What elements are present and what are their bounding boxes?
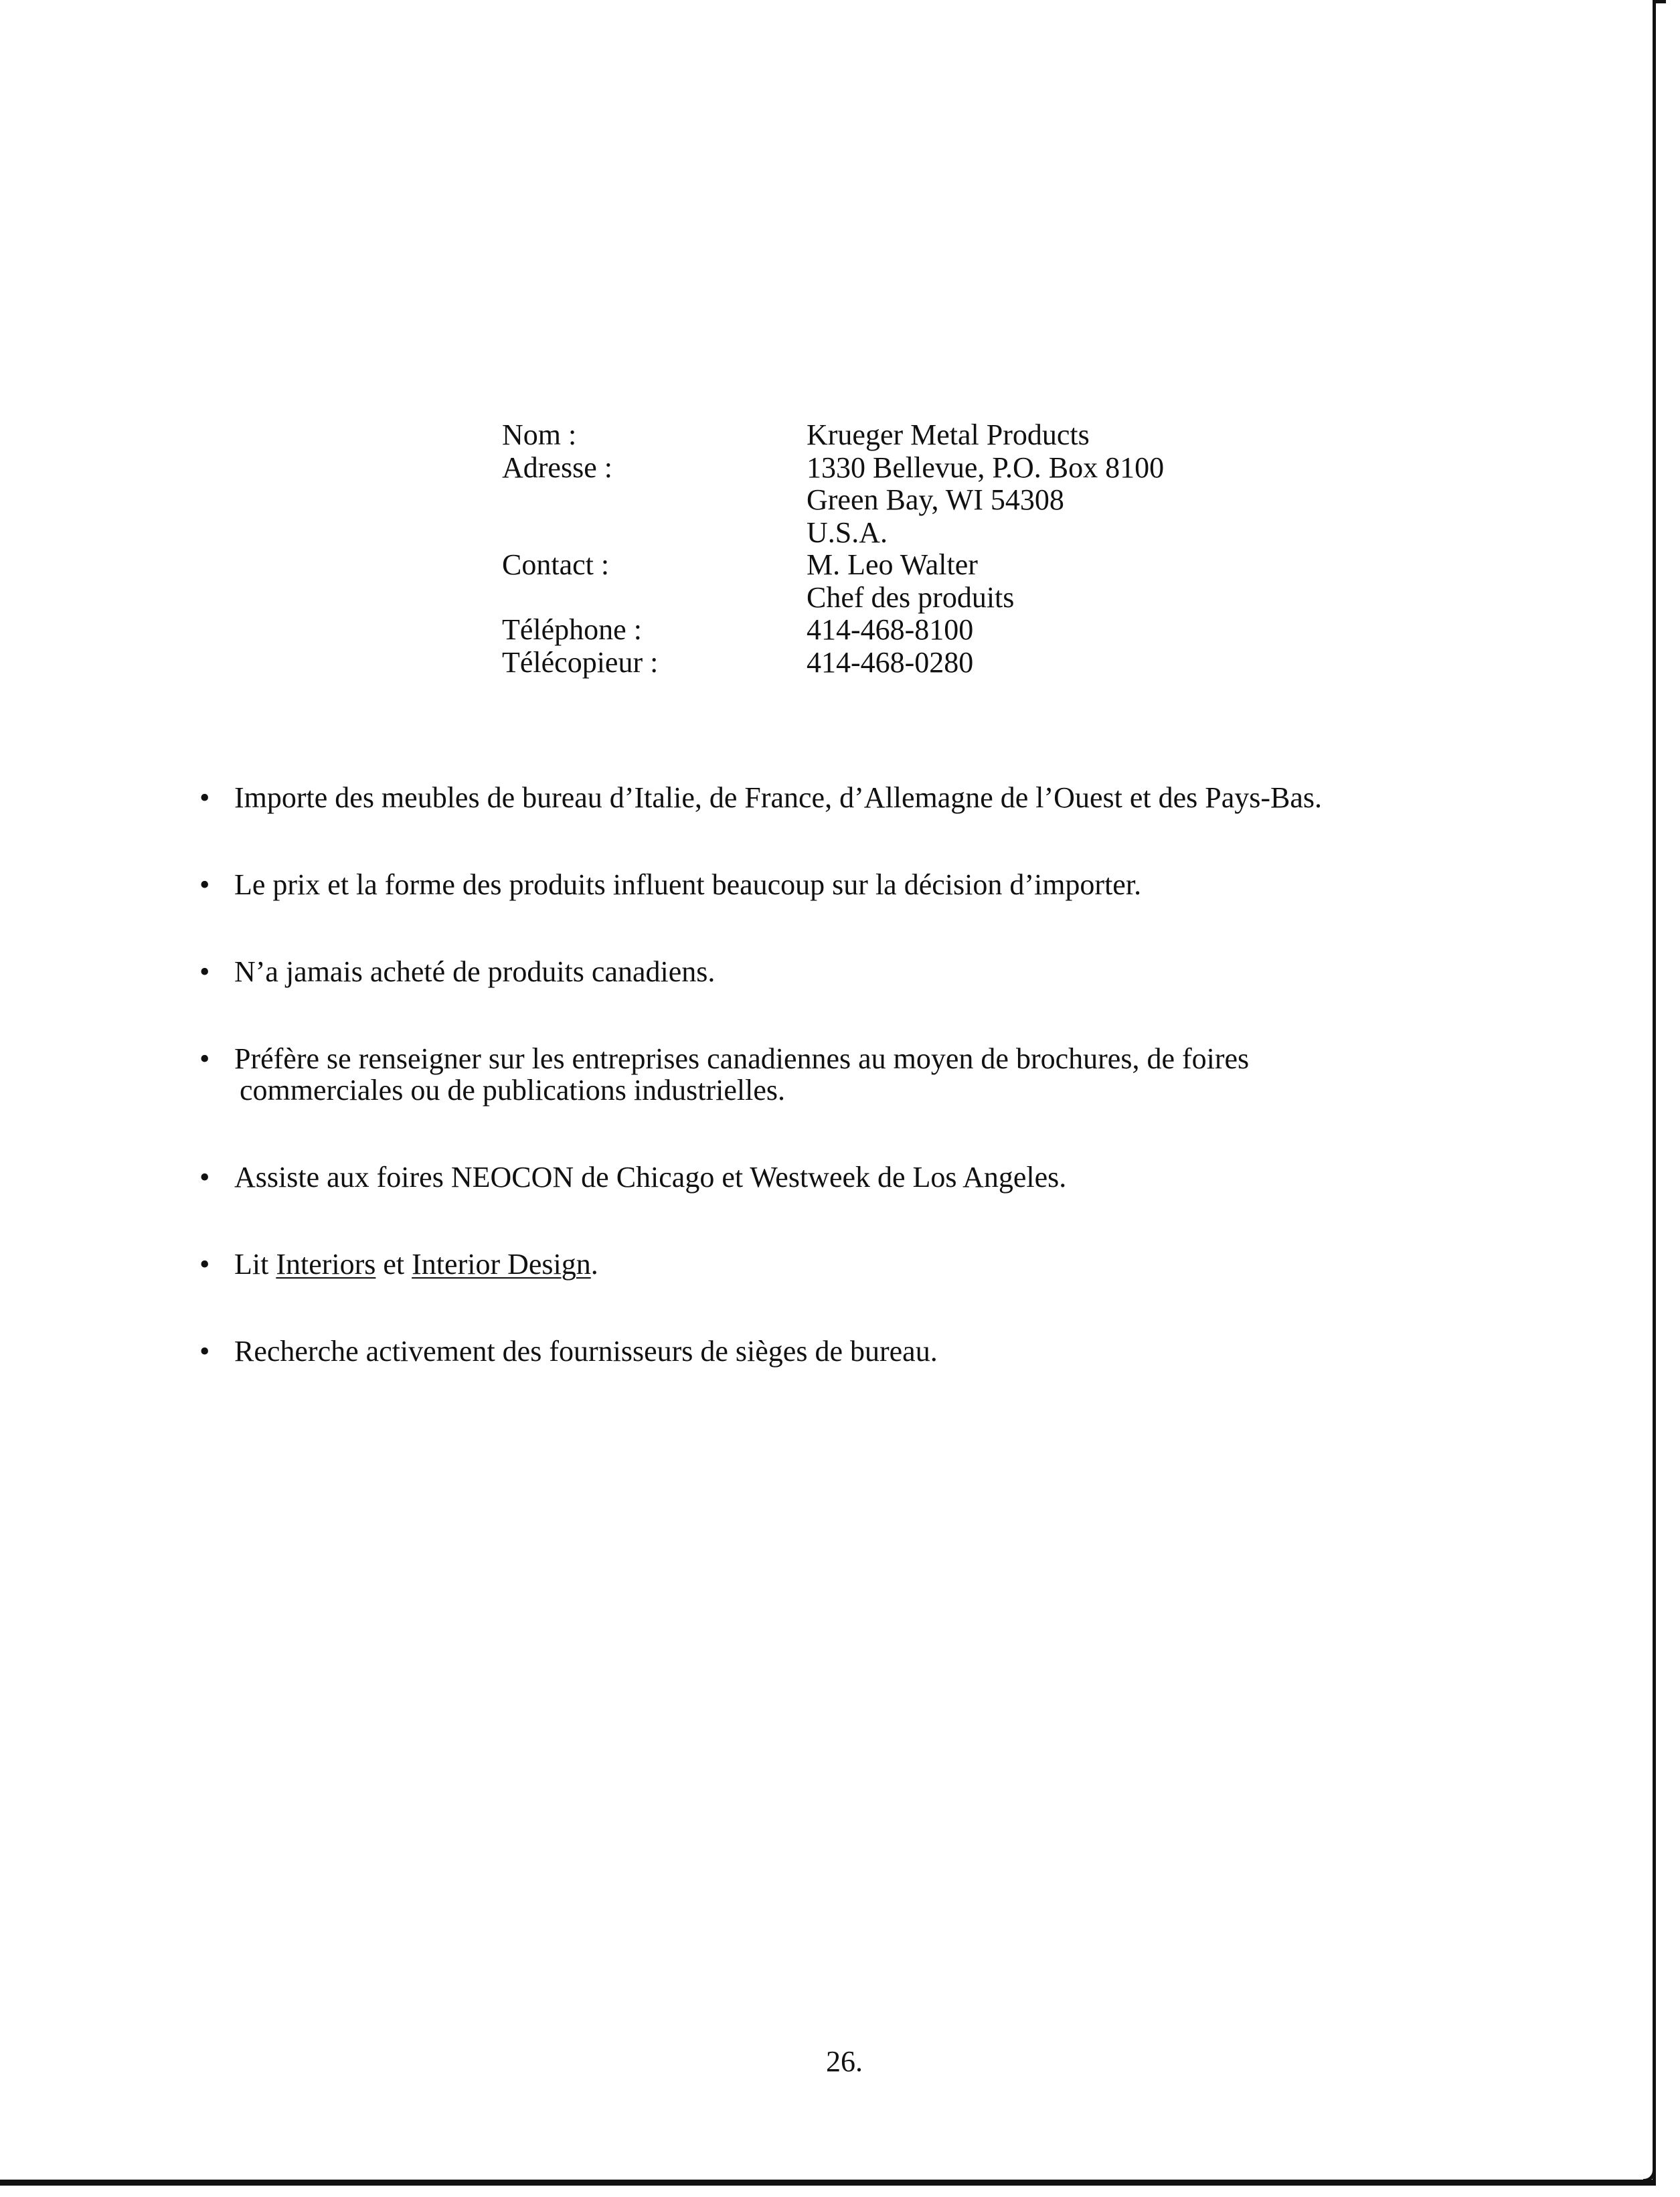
bullet-text: Le prix et la forme des produits influent beaucoup sur la décision d’importer. (234, 868, 1142, 901)
contact-label: Contact : (502, 548, 610, 581)
list-item (194, 956, 1533, 987)
page-right-border (1653, 0, 1656, 2184)
contact-block (502, 419, 1164, 679)
fax-number: 414-468-0280 (807, 645, 974, 679)
label-spacer (502, 582, 807, 615)
bullet-text: N’a jamais acheté de produits canadiens. (234, 955, 716, 988)
bullet-icon: • (199, 1042, 210, 1075)
list-item (194, 869, 1533, 900)
address-line-3: U.S.A. (807, 515, 888, 549)
page-number: 26. (826, 2045, 863, 2078)
bullet-text: Importe des meubles de bureau d’Italie, de France, d’Allemagne de l’Ouest et des Pays-Bas. (234, 781, 1323, 814)
contact-row-contact (502, 549, 1164, 582)
page-bottom-border (0, 2180, 1656, 2186)
bullet-text-line-2: commerciales ou de publications industrielles. (240, 1074, 786, 1107)
phone-label: Téléphone : (502, 613, 642, 646)
address-line-1: 1330 Bellevue, P.O. Box 8100 (807, 451, 1165, 484)
contact-title: Chef des produits (807, 580, 1015, 614)
page-corner-tick (1653, 0, 1666, 3)
contact-row-phone (502, 614, 1164, 647)
bullet-text-line-1: Préfère se renseigner sur les entreprises canadiennes au moyen de brochures, de foires (234, 1042, 1250, 1075)
contact-row-address (502, 452, 1164, 485)
list-item (194, 782, 1533, 813)
list-item (194, 1248, 1533, 1280)
bullet-icon: • (199, 955, 210, 988)
list-item (194, 1043, 1533, 1106)
address-line-2: Green Bay, WI 54308 (807, 483, 1064, 516)
name-label: Nom : (502, 418, 577, 451)
bullet-list (194, 782, 1533, 1422)
contact-row-name (502, 419, 1164, 452)
bullet-text: Recherche activement des fournisseurs de sièges de bureau. (234, 1335, 938, 1368)
bullet-icon: • (199, 1335, 210, 1368)
bullet-text: Assiste aux foires NEOCON de Chicago et Westweek de Los Angeles. (234, 1161, 1067, 1194)
bullet-icon: • (199, 1248, 210, 1281)
bullet-icon: • (199, 1161, 210, 1194)
publication-interiors: Interiors (276, 1248, 376, 1281)
label-spacer (502, 484, 807, 517)
address-label: Adresse : (502, 451, 612, 484)
contact-row-title (502, 582, 1164, 615)
contact-row-fax (502, 647, 1164, 679)
bullet-text (234, 1248, 1533, 1280)
bullet-icon: • (199, 868, 210, 901)
phone-number: 414-468-8100 (807, 613, 974, 646)
list-item (194, 1335, 1533, 1367)
conjunction: et (383, 1248, 405, 1281)
sentence-period: . (590, 1248, 598, 1281)
contact-row-address-3 (502, 517, 1164, 550)
fax-label: Télécopieur : (502, 645, 659, 679)
publication-interior-design: Interior Design (412, 1248, 591, 1281)
contact-row-address-2 (502, 484, 1164, 517)
company-name: Krueger Metal Products (807, 418, 1090, 451)
reads-prefix: Lit (234, 1248, 269, 1281)
contact-name: M. Leo Walter (807, 548, 978, 581)
label-spacer (502, 517, 807, 550)
list-item (194, 1161, 1533, 1193)
bullet-icon: • (199, 781, 210, 814)
